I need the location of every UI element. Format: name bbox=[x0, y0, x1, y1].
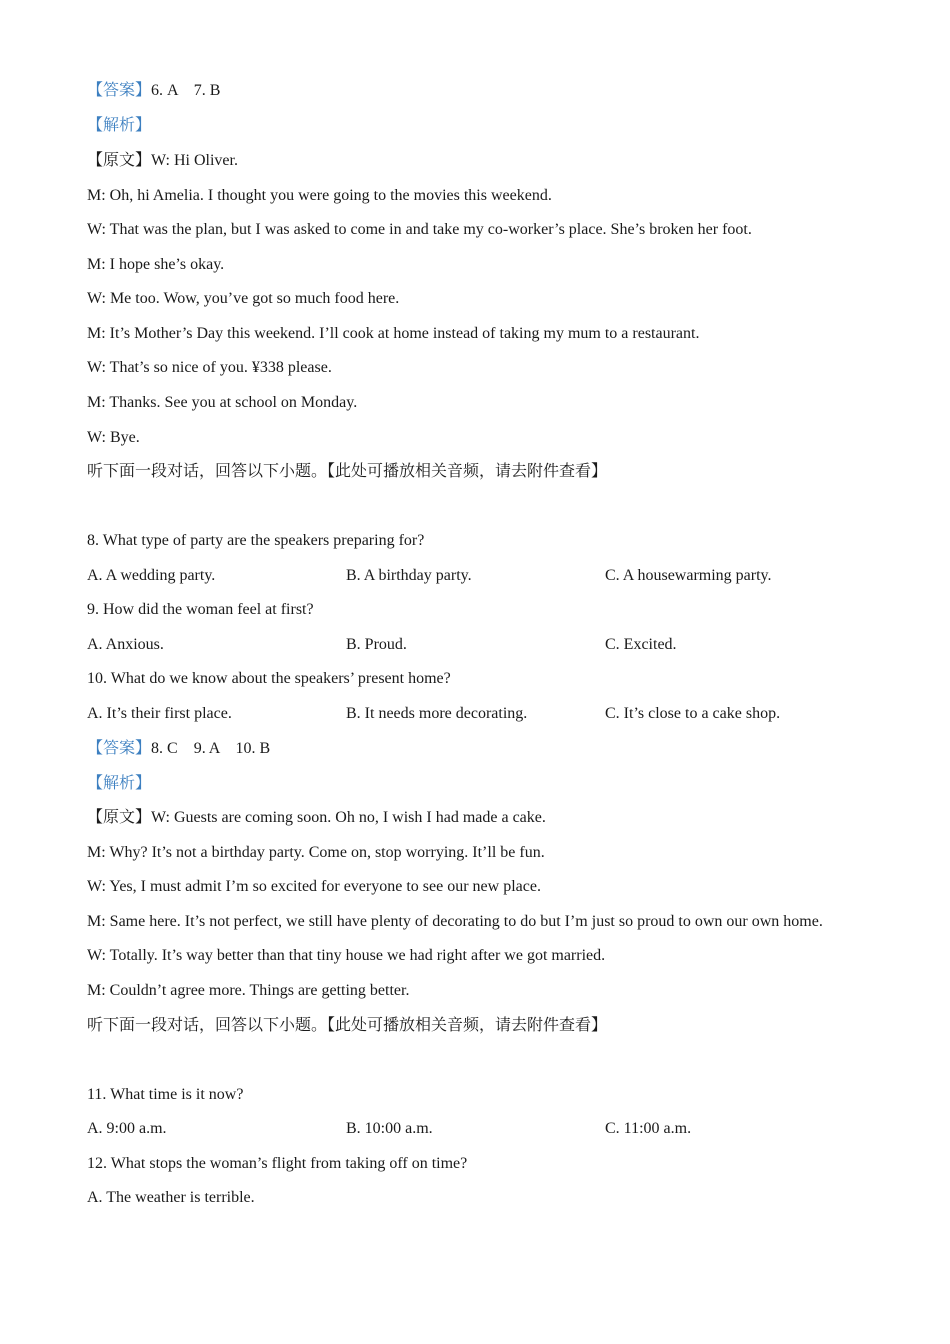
answer-text: 8. C 9. A 10. B bbox=[151, 740, 271, 757]
transcript-text: W: Guests are coming soon. Oh no, I wish I had made a cake. bbox=[151, 809, 546, 826]
question-9: 9. How did the woman feel at first? bbox=[87, 601, 314, 618]
answer-line bbox=[87, 739, 270, 759]
answer-line bbox=[87, 81, 220, 101]
transcript-line: M: Couldn’t agree more. Things are getting better. bbox=[87, 982, 410, 999]
transcript-line: W: That’s so nice of you. ¥338 please. bbox=[87, 359, 332, 376]
question-12: 12. What stops the woman’s flight from taking off on time? bbox=[87, 1155, 468, 1172]
answer-tag: 【答案】 bbox=[87, 740, 152, 757]
transcript-tag: 【原文】 bbox=[87, 809, 152, 826]
transcript-text: W: Hi Oliver. bbox=[151, 152, 238, 169]
option-12a: A. The weather is terrible. bbox=[87, 1189, 255, 1206]
audio-instruction: 听下面一段对话，回答以下小题。【此处可播放相关音频，请去附件查看】 bbox=[87, 463, 608, 480]
transcript-line bbox=[87, 808, 546, 828]
option-11a: A. 9:00 a.m. bbox=[87, 1120, 167, 1137]
question-11: 11. What time is it now? bbox=[87, 1086, 244, 1103]
option-11b: B. 10:00 a.m. bbox=[346, 1120, 433, 1137]
answer-tag: 【答案】 bbox=[87, 82, 152, 99]
transcript-line: M: I hope she’s okay. bbox=[87, 256, 225, 273]
transcript-line: W: Yes, I must admit I’m so excited for everyone to see our new place. bbox=[87, 878, 541, 895]
transcript-line: W: That was the plan, but I was asked to come in and take my co-worker’s place. She’s broken her foot. bbox=[87, 221, 752, 238]
option-8b: B. A birthday party. bbox=[346, 567, 472, 584]
transcript-line: W: Totally. It’s way better than that tiny house we had right after we got married. bbox=[87, 947, 606, 964]
transcript-line bbox=[87, 151, 238, 171]
transcript-line: W: Bye. bbox=[87, 429, 140, 446]
option-8a: A. A wedding party. bbox=[87, 567, 216, 584]
audio-instruction: 听下面一段对话，回答以下小题。【此处可播放相关音频，请去附件查看】 bbox=[87, 1017, 608, 1034]
transcript-line: M: It’s Mother’s Day this weekend. I’ll cook at home instead of taking my mum to a restaurant. bbox=[87, 325, 700, 342]
option-8c: C. A housewarming party. bbox=[605, 567, 772, 584]
option-9c: C. Excited. bbox=[605, 636, 677, 653]
option-10b: B. It needs more decorating. bbox=[346, 705, 528, 722]
transcript-line: M: Same here. It’s not perfect, we still have plenty of decorating to do but I’m just so proud to own our own home. bbox=[87, 913, 823, 930]
answer-text: 6. A 7. B bbox=[151, 82, 221, 99]
option-9b: B. Proud. bbox=[346, 636, 407, 653]
transcript-tag: 【原文】 bbox=[87, 152, 152, 169]
option-10a: A. It’s their first place. bbox=[87, 705, 232, 722]
question-8: 8. What type of party are the speakers preparing for? bbox=[87, 532, 425, 549]
option-9a: A. Anxious. bbox=[87, 636, 164, 653]
option-10c: C. It’s close to a cake shop. bbox=[605, 705, 781, 722]
analysis-tag: 【解析】 bbox=[87, 117, 152, 134]
transcript-line: M: Thanks. See you at school on Monday. bbox=[87, 394, 358, 411]
transcript-line: M: Oh, hi Amelia. I thought you were going to the movies this weekend. bbox=[87, 187, 552, 204]
question-10: 10. What do we know about the speakers’ present home? bbox=[87, 670, 451, 687]
analysis-tag: 【解析】 bbox=[87, 775, 152, 792]
transcript-line: M: Why? It’s not a birthday party. Come on, stop worrying. It’ll be fun. bbox=[87, 844, 545, 861]
transcript-line: W: Me too. Wow, you’ve got so much food here. bbox=[87, 290, 400, 307]
option-11c: C. 11:00 a.m. bbox=[605, 1120, 692, 1137]
